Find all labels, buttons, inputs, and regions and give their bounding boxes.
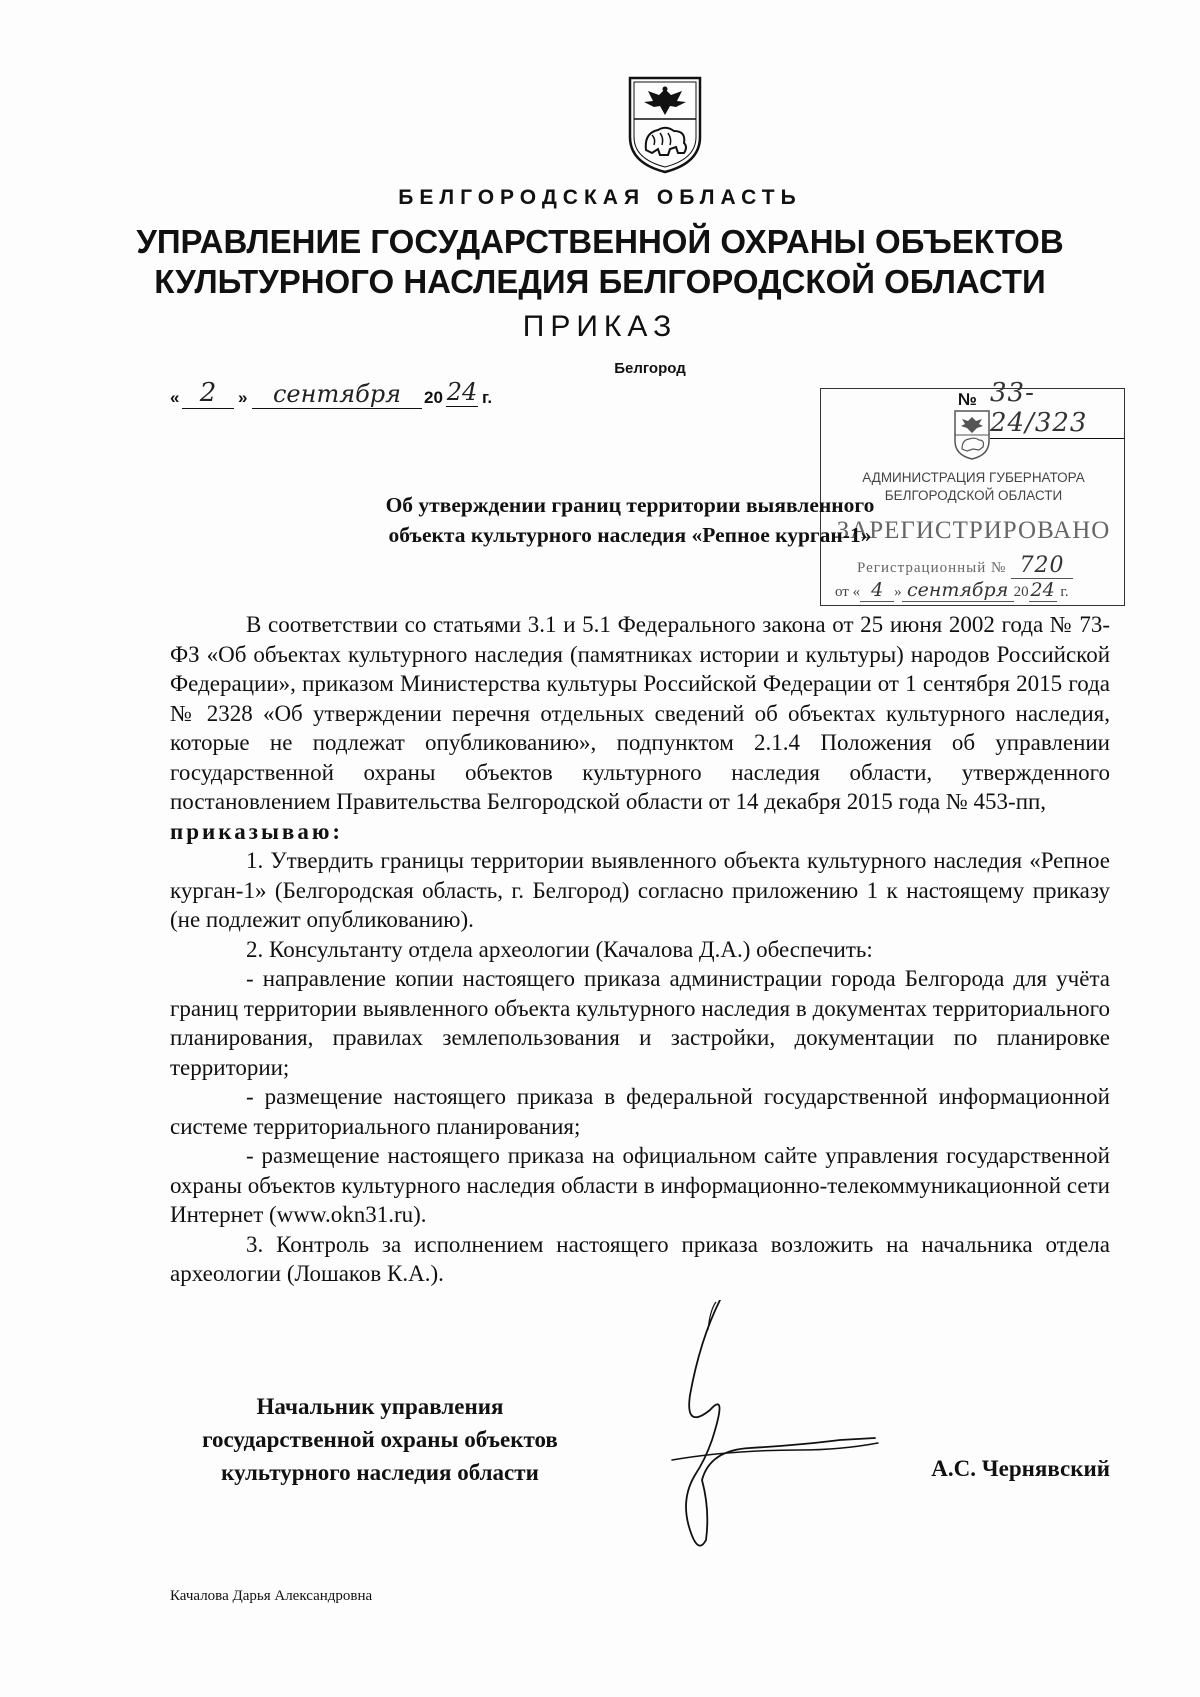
subject-line1: Об утверждении границ территории выявленного [385,493,875,517]
subject-line2: объекта культурного наследия «Репное курган-1» [388,523,872,547]
stamp-reg-number [857,553,1117,579]
coat-of-arms-emblem [626,75,704,175]
order-number-value: 33-24/323 [990,378,1125,439]
item-2c-paragraph: - размещение настоящего приказа на официальном сайте управления государственной охраны объектов культурного наследия области в информационно-телекоммуникационной сети Интернет (www.okn31.ru). [170,1143,1110,1227]
stamp-reg-value: 720 [1011,553,1073,579]
signatory-title-line2: государственной охраны объектов [202,1427,558,1452]
item-1-paragraph: 1. Утвердить границы территории выявленного объекта культурного наследия «Репное курган-1» (Белгородская область, г. Белгород) согласно приложению 1 к настоящему приказу (не подлежит опубликованию). [170,848,1110,932]
signatory-name: А.С. Чернявский [931,1456,1110,1481]
stamp-reg-label: Регистрационный № [857,560,1007,576]
agency-name-line1: УПРАВЛЕНИЕ ГОСУДАРСТВЕННОЙ ОХРАНЫ ОБЪЕКТОВ [136,223,1064,260]
stamp-date-from: от « [835,584,861,600]
signatory-title-line1: Начальник управления [256,1394,504,1419]
prikazyvayu-text: приказываю: [170,818,344,844]
date-year-letter: г. [482,388,493,407]
order-date [170,378,550,412]
preamble-paragraph: В соответствии со статьями 3.1 и 5.1 Федерального закона от 25 июня 2002 года № 73-ФЗ «Об объектах культурного наследия (памятниках истории и культуры) народов Российской Федерации», приказом Министерства культуры Российской Федерации от 1 сентября 2015 года № 2328 «Об утверждении перечня отдельных сведений об объектах культурного наследия, которые не подлежат опубликованию», подпунктом 2.1.4 Положения об управлении государственной охраны объектов культурного наследия области, утвержденного постановлением Правительства Белгородской области от 14 декабря 2015 года № 453-пп, [170,612,1110,814]
date-day: 2 [182,378,234,409]
order-number-label: № [958,390,977,409]
date-year-suffix: 24 [446,378,478,406]
item-2a-paragraph: - направление копии настоящего приказа администрации города Белгорода для учёта границ территории выявленного объекта культурного наследия в документах территориального планирования, правилах землепользования и застройки, документации по планировке территории; [170,966,1110,1080]
order-body [170,610,1110,1289]
stamp-date [835,579,1125,602]
date-close-quote: » [238,388,248,407]
stamp-admin-line2: БЕЛГОРОДСКОЙ ОБЛАСТИ [884,488,1063,503]
stamp-date-mid: » [894,584,902,600]
date-year-prefix: 20 [424,388,443,407]
executor-name: Качалова Дарья Александровна [170,1588,373,1604]
stamp-date-month: сентября [902,579,1014,602]
item-2b-paragraph: - размещение настоящего приказа в федеральной государственной информационной системе территориального планирования; [170,1084,1110,1139]
item-3-paragraph: 3. Контроль за исполнением настоящего приказа возложить на начальника отдела археологии (Лошаков К.А.). [170,1231,1110,1286]
stamp-date-year-suffix: 24 [1030,579,1055,601]
stamp-date-year-prefix: 20 [1013,584,1029,600]
city-name: Белгород [614,360,686,377]
date-month: сентября [252,380,422,409]
stamp-date-day: 4 [860,579,894,602]
handwritten-signature [650,1300,890,1560]
agency-name [0,222,1200,302]
stamp-date-end: г. [1060,584,1069,600]
stamp-registered-text: ЗАРЕГИСТРИРОВАНО [836,517,1111,544]
date-open-quote: « [170,388,180,407]
order-subject [300,490,960,550]
item-2-paragraph: 2. Консультанту отдела археологии (Качалова Д.А.) обеспечить: [246,936,873,962]
agency-name-line2: КУЛЬТУРНОГО НАСЛЕДИЯ БЕЛГОРОДСКОЙ ОБЛАСТИ [154,263,1046,300]
region-name: БЕЛГОРОДСКАЯ ОБЛАСТЬ [398,186,802,209]
order-title: ПРИКАЗ [522,310,678,343]
signatory-title [170,1390,590,1489]
stamp-emblem-icon [953,409,991,461]
stamp-admin-line1: АДМИНИСТРАЦИЯ ГУБЕРНАТОРА [862,470,1085,485]
signatory-title-line3: культурного наследия области [221,1460,539,1485]
